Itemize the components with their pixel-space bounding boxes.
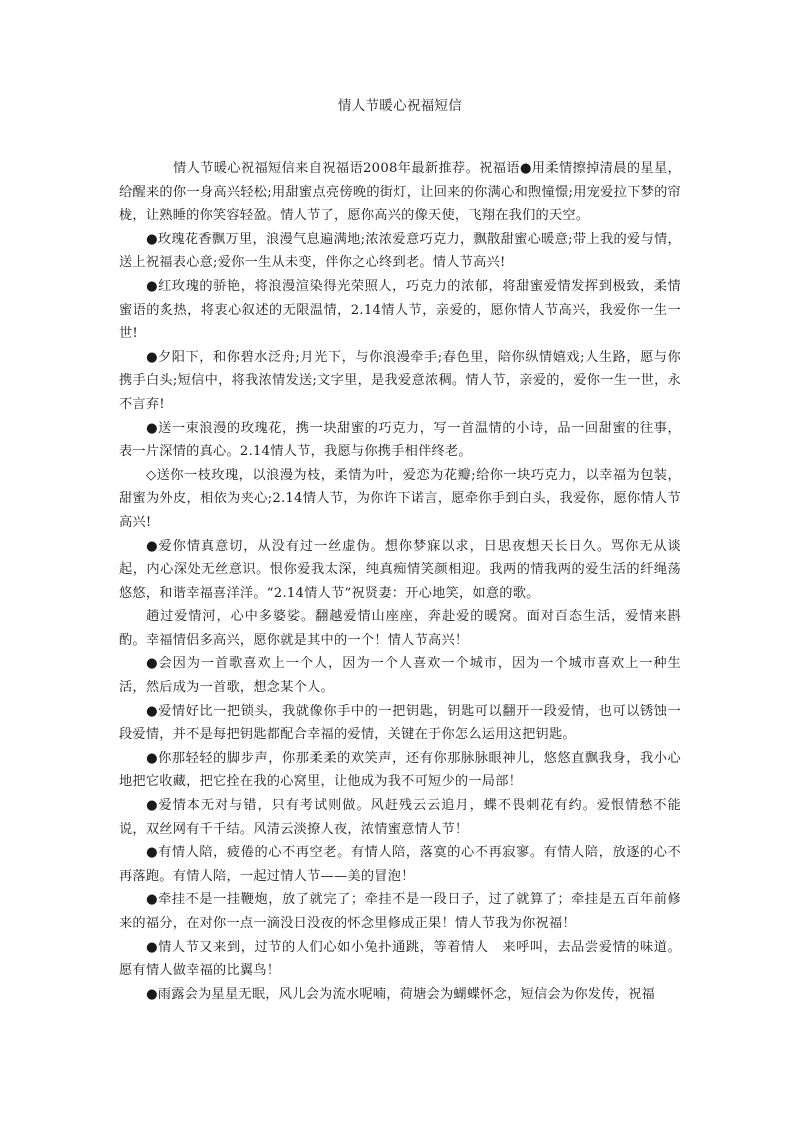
paragraph: ◇送你一枝玫瑰，以浪漫为枝，柔情为叶，爱恋为花瓣;给你一块巧克力，以幸福为包装，甜蜜为外皮，相依为夹心;2.14情人节，为你许下诺言，愿牵你手到白头，我爱你，愿你情人节高兴!: [119, 467, 681, 530]
paragraph: ●爱情好比一把锁头，我就像你手中的一把钥匙，钥匙可以翻开一段爱情，也可以锈蚀一段爱情，并不是每把钥匙都配合幸福的爱情，关键在于你怎么运用这把钥匙。: [119, 703, 681, 743]
paragraph: ●雨露会为星星无眠，风儿会为流水呢喃，荷塘会为蝴蝶怀念，短信会为你发传，祝福: [146, 986, 655, 1002]
paragraph: ●玫瑰花香飘万里，浪漫气息遍满地;浓浓爱意巧克力，飘散甜蜜心暖意;带上我的爱与情，送上祝福表心意;爱你一生从未变，伴你之心终到老。情人节高兴!: [119, 231, 681, 271]
paragraph: ●送一束浪漫的玫瑰花，携一块甜蜜的巧克力，写一首温情的小诗，品一回甜蜜的往事，表一片深情的真心。2.14情人节，我愿与你携手相伴终老。: [119, 420, 681, 460]
paragraph: ●你那轻轻的脚步声，你那柔柔的欢笑声，还有你那脉脉眼神儿，悠悠直飘我身，我小心地把它收藏，把它拴在我的心窝里，让他成为我不可短少的一局部！: [119, 750, 681, 790]
paragraph: ●情人节又来到，过节的人们心如小兔扑通跳，等着情人 来呼叫，去品尝爱情的味道。愿有情人做幸福的比翼鸟！: [119, 939, 681, 979]
paragraph: ●有情人陪，疲倦的心不再空老。有情人陪，落寞的心不再寂寥。有情人陪，放逐的心不再落跑。有情人陪，一起过情人节——美的冒泡！: [119, 845, 681, 884]
paragraph: 趟过爱情河，心中多婆娑。翻越爱情山座座，奔赴爱的暖窝。面对百态生活，爱情来斟酌。幸福情侣多高兴，愿你就是其中的一个！情人节高兴！: [119, 609, 681, 648]
paragraph: ●爱情本无对与错，只有考试则做。风赶残云云追月，蝶不畏刺花有约。爱恨情愁不能说，双丝网有千千结。风清云淡撩人夜，浓情蜜意情人节！: [119, 798, 681, 837]
paragraph: ●牵挂不是一挂鞭炮，放了就完了；牵挂不是一段日子，过了就算了；牵挂是五百年前修来的福分，在对你一点一滴没日没夜的怀念里修成正果！情人节我为你祝福！: [119, 892, 681, 931]
document-body: [119, 157, 681, 1006]
paragraph: ●会因为一首歌喜欢上一个人，因为一个人喜欢一个城市，因为一个城市喜欢上一种生活，然后成为一首歌，想念某个人。: [119, 656, 681, 696]
paragraph: ●爱你情真意切，从没有过一丝虚伪。想你梦寐以求，日思夜想天长日久。骂你无从谈起，内心深处无丝意识。恨你爱我太深，纯真痴情笑颜相迎。我两的情我两的爱生活的纤绳荡悠悠，和谐幸福喜洋洋。“2.14情人节”祝贤妻：开心地笑，如意的歌。: [119, 538, 681, 601]
paragraph: ●红玫瑰的骄艳，将浪漫渲染得光荣照人，巧克力的浓郁，将甜蜜爱情发挥到极致，柔情蜜语的炙热，将衷心叙述的无限温情，2.14情人节，亲爱的，愿你情人节高兴，我爱你一生一世!: [119, 278, 681, 342]
paragraph: ●夕阳下，和你碧水泛舟;月光下，与你浪漫牵手;春色里，陪你纵情嬉戏;人生路，愿与你携手白头;短信中，将我浓情发送;文字里，是我爱意浓稠。情人节，亲爱的，爱你一生一世，永不言弃!: [119, 349, 681, 412]
document-title: 情人节暖心祝福短信: [337, 98, 463, 114]
paragraph-intro: 情人节暖心祝福短信来自祝福语2008年最新推荐。祝福语●用柔情擦掉清晨的星星，给醒来的你一身高兴轻松;用甜蜜点亮傍晚的街灯，让回来的你满心和煦憧憬;用宠爱拉下梦的帘栊，让熟睡的你笑容轻盈。情人节了，愿你高兴的像天使，飞翔在我们的天空。: [119, 161, 681, 224]
